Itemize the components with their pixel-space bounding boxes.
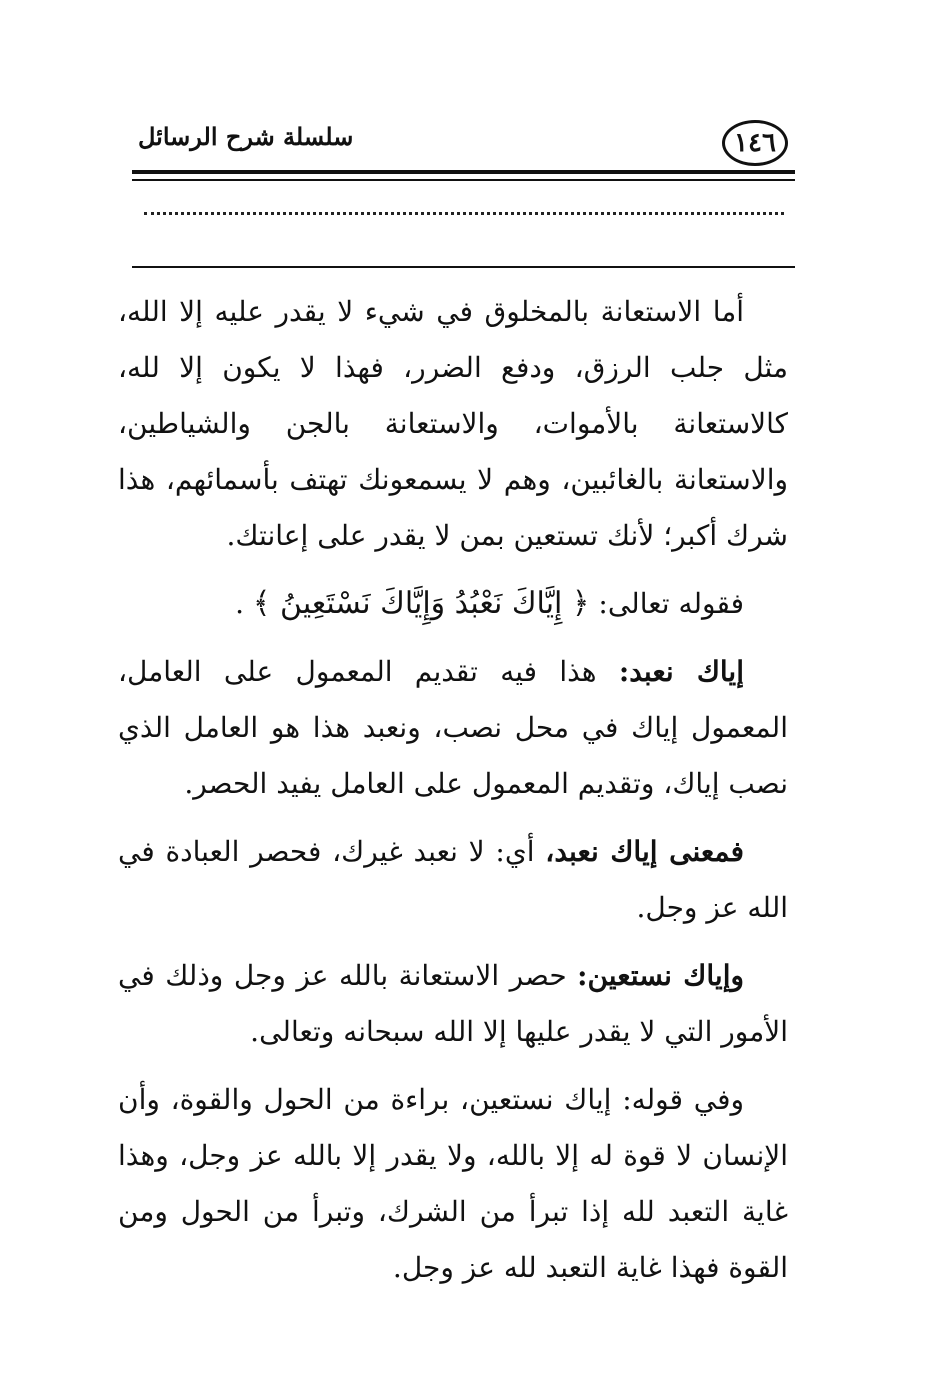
- paragraph-nastain: [118, 948, 788, 1060]
- header-rule-thin: [132, 179, 795, 181]
- quran-verse: ﴿ إِيَّاكَ نَعْبُدُ وَإِيَّاكَ نَسْتَعِينُ ﴾: [252, 586, 590, 621]
- verse-end: .: [235, 587, 245, 620]
- paragraph-baraa: [118, 1072, 788, 1296]
- paragraph-meaning: [118, 824, 788, 936]
- dotted-separator: [144, 212, 784, 215]
- page-number: ١٤٦: [722, 120, 788, 166]
- paragraph-text: أما الاستعانة بالمخلوق في شيء لا يقدر عليه إلا الله، مثل جلب الرزق، ودفع الضرر، فهذا لا يكون إلا لله، كالاستعانة بالأموات، والاستعانة بالجن والشياطين، والاستعانة بالغائبين، وهم لا يسمعونك تهتف بأسمائهم، هذا شرك أكبر؛ لأنك تستعين بمن لا يقدر على إعانتك.: [118, 295, 788, 552]
- paragraph-lead: إياك نعبد:: [618, 655, 745, 688]
- paragraph-text: وفي قوله: إياك نستعين، براءة من الحول والقوة، وأن الإنسان لا قوة له إلا بالله، ولا يقدر إلا بالله عز وجل، وهذا غاية التعبد لله إذا تبرأ من الشرك، وتبرأ من الحول ومن القوة فهذا غاية التعبد لله عز وجل.: [118, 1083, 788, 1284]
- paragraph-text: هذا فيه تقديم المعمول على العامل، المعمول إياك في محل نصب، ونعبد هذا هو العامل الذي نصب إياك، وتقديم المعمول على العامل يفيد الحصر.: [118, 655, 788, 800]
- body-text: [118, 284, 788, 1296]
- paragraph-text: حصر الاستعانة بالله عز وجل وذلك في الأمور التي لا يقدر عليها إلا الله سبحانه وتعالى.: [118, 959, 788, 1048]
- text-top-rule: [132, 266, 795, 268]
- paragraph-istiana-makhluq: [118, 284, 788, 564]
- paragraph-iyyaka-nabudu: [118, 644, 788, 812]
- paragraph-text: أي: لا نعبد غيرك، فحصر العبادة في الله عز وجل.: [118, 835, 788, 924]
- verse-intro: فقوله تعالى:: [598, 587, 744, 620]
- running-title: سلسلة شرح الرسائل: [138, 122, 354, 151]
- header-rule-thick: [132, 170, 795, 174]
- paragraph-lead: فمعنى إياك نعبد،: [545, 835, 745, 868]
- page-header: [130, 108, 795, 172]
- paragraph-lead: وإياك نستعين:: [577, 959, 745, 992]
- paragraph-verse: [118, 576, 788, 632]
